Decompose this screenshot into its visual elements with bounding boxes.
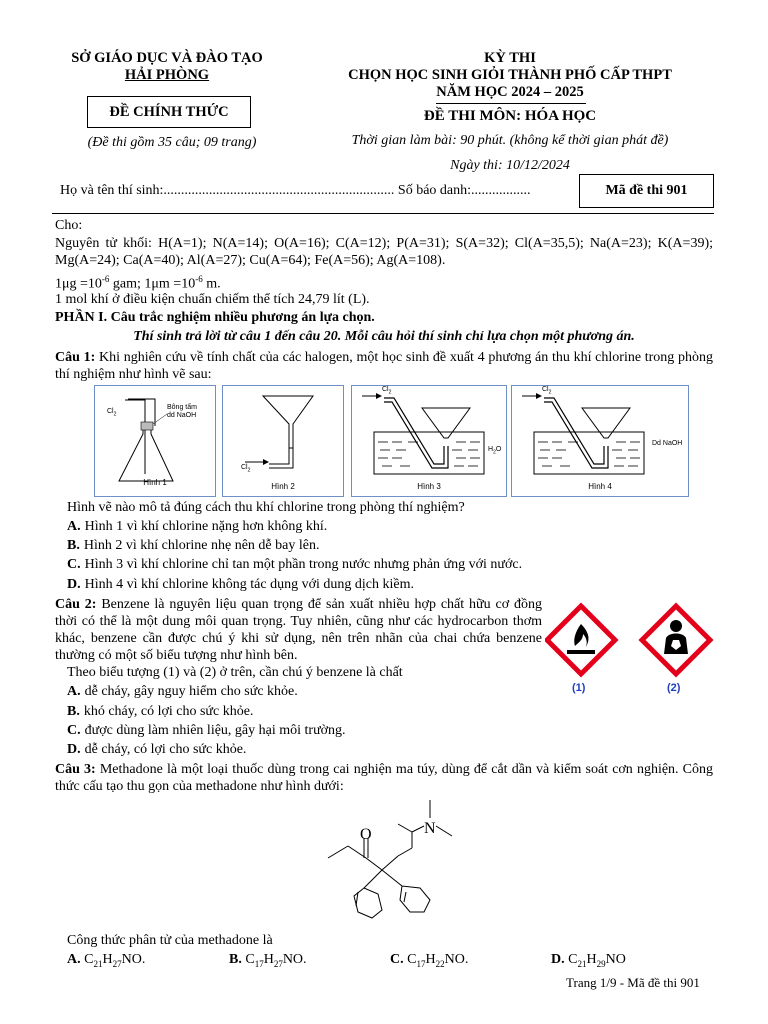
- hazard-symbols: [545, 602, 715, 700]
- q3-text: Methadone là một loại thuốc dùng trong cai nghiện ma túy, dùng để cắt dần và kiểm soát cơn nghiện. Công thức cấu tạo thu gọn của methadone như hình dưới:: [55, 762, 714, 794]
- unit-um: gam; 1μm =10: [109, 276, 196, 292]
- exam-code: Mã đề thi 901: [579, 174, 714, 208]
- symbol-1-label: (1): [572, 682, 586, 694]
- unit-m: m.: [202, 276, 221, 292]
- q1-option-a: A. Hình 1 vì khí chlorine nặng hơn không khí.: [67, 519, 328, 534]
- fig4-cl2-label: $Cl_2$: [542, 386, 552, 396]
- q1-label: Câu 1:: [55, 350, 96, 365]
- atomic-masses: Nguyên tử khối: H(A=1); N(A=14); O(A=16); C(A=12); P(A=31); S(A=32); Cl(A=35,5); Na(A=23); K(A=39); Mg(A=24); Ca(A=40); Al(A=27); Cu(A=64); Fe(A=56); Ag(A=108).: [55, 236, 713, 268]
- pages-note: (Đề thi gồm 35 câu; 09 trang): [87, 135, 257, 150]
- q1-option-d: D. Hình 4 vì khí chlorine không tác dụng với dung dịch kiềm.: [67, 577, 414, 592]
- unit-conversion: [55, 271, 221, 293]
- exam-year: NĂM HỌC 2024 – 2025: [436, 84, 584, 100]
- page-footer: Trang 1/9 - Mã đề thi 901: [566, 975, 700, 990]
- atom-o: O: [360, 826, 372, 843]
- figure-1: [94, 385, 216, 497]
- q3-option-c: C. $C_{17}H_{22}NO$.: [390, 952, 469, 969]
- q3-label: Câu 3:: [55, 762, 96, 777]
- unit-um-exp: -6: [195, 274, 203, 284]
- figure-4: [511, 385, 689, 497]
- exam-subject: ĐỀ THI MÔN: HÓA HỌC: [423, 108, 597, 124]
- fig1-caption: Hình 1: [143, 478, 167, 487]
- q3-option-a: A. $C_{21}H_{27}NO$.: [67, 952, 146, 969]
- fig2-cl2-label: $Cl_2$: [241, 464, 251, 474]
- official-label: ĐỀ CHÍNH THỨC: [87, 96, 251, 128]
- department-city: HẢI PHÒNG: [124, 67, 210, 83]
- q3-option-b: B. $C_{17}H_{27}NO$.: [229, 952, 307, 969]
- fig3-cl2-label: $Cl_2$: [382, 386, 392, 396]
- q2-option-a: A. dễ cháy, gây nguy hiểm cho sức khỏe.: [67, 684, 298, 699]
- department-name: SỞ GIÁO DỤC VÀ ĐÀO TẠO: [71, 50, 263, 66]
- fig3-caption: Hình 3: [417, 482, 441, 491]
- fig4-naoh-label: Dd NaOH: [652, 440, 683, 447]
- q3-stem: [55, 761, 713, 795]
- q1-option-c: C. Hình 3 vì khí chlorine chỉ tan một phần trong nước nhưng phản ứng với nước.: [67, 557, 523, 572]
- q1-text: Khi nghiên cứu về tính chất của các halogen, một học sinh đề xuất 4 phương án thu khí chlorine trong phòng thí nghiệm như hình vẽ sau:: [55, 350, 714, 382]
- q2-question: Theo biểu tượng (1) và (2) ở trên, cần chú ý benzene là chất: [67, 665, 403, 680]
- atom-n: N: [424, 820, 436, 837]
- figure-3: [351, 385, 507, 497]
- q1-question: Hình vẽ nào mô tả đúng cách thu khí chlorine trong phòng thí nghiệm?: [67, 500, 465, 515]
- q2-label: Câu 2:: [55, 597, 97, 612]
- fig1-cl2-label: $Cl_2$: [107, 408, 117, 418]
- molar-volume: 1 mol khí ở điều kiện chuẩn chiếm thể tích 24,79 lít (L).: [55, 292, 370, 307]
- exam-date: Ngày thi: 10/12/2024: [450, 158, 570, 173]
- q2-text: Benzene là nguyên liệu quan trọng để sản xuất nhiều hợp chất hữu cơ đồng thời có thể là một dung môi quan trọng. Tuy nhiên, cũng như các hydrocarbon thơm khác, benzene cần được chú ý khi sử dụng, nên trên nhãn của chai chứa benzene thường có một số biểu tượng như hình bên.: [55, 597, 543, 663]
- q3-option-d: D. $C_{21}H_{29}NO$: [551, 952, 626, 969]
- q2-option-d: D. dễ cháy, có lợi cho sức khỏe.: [67, 742, 247, 757]
- fig4-caption: Hình 4: [588, 482, 612, 491]
- q1-option-b: B. Hình 2 vì khí chlorine nhẹ nên dễ bay lên.: [67, 538, 320, 553]
- year-underline: [436, 103, 586, 104]
- fig1-cotton-label: Bông tẩm dd NaOH: [167, 404, 197, 419]
- part1-instruction: Thí sinh trả lời từ câu 1 đến câu 20. Mỗi câu hỏi thí sinh chỉ lựa chọn một phương án.: [133, 329, 635, 344]
- q1-stem: [55, 349, 713, 383]
- q2-option-b: B. khó cháy, có lợi cho sức khỏe.: [67, 704, 254, 719]
- fig2-caption: Hình 2: [271, 482, 295, 491]
- q2-stem: [55, 596, 542, 664]
- part1-title: PHẦN I. Câu trắc nghiệm nhiều phương án lựa chọn.: [55, 310, 375, 325]
- exam-title-sub: CHỌN HỌC SINH GIỎI THÀNH PHỐ CẤP THPT: [348, 67, 672, 83]
- methadone-structure: [320, 796, 470, 932]
- candidate-info-line: Họ và tên thí sinh:.................................................................. Số báo danh:.................: [60, 183, 531, 198]
- unit-ug-exp: -6: [101, 274, 110, 284]
- header-divider: [52, 213, 714, 214]
- fig3-h2o-label: $H_2O$: [488, 446, 502, 456]
- figure-2: [222, 385, 344, 497]
- symbol-2-label: (2): [667, 682, 681, 694]
- q2-option-c: C. được dùng làm nhiên liệu, gây hại môi trường.: [67, 723, 346, 738]
- q3-question: Công thức phân tử của methadone là: [67, 933, 273, 948]
- exam-title: KỲ THI: [484, 50, 536, 66]
- unit-ug: 1μg =10: [55, 276, 102, 292]
- exam-time: Thời gian làm bài: 90 phút. (không kể thời gian phát đề): [351, 133, 669, 148]
- given-title: Cho:: [55, 218, 83, 233]
